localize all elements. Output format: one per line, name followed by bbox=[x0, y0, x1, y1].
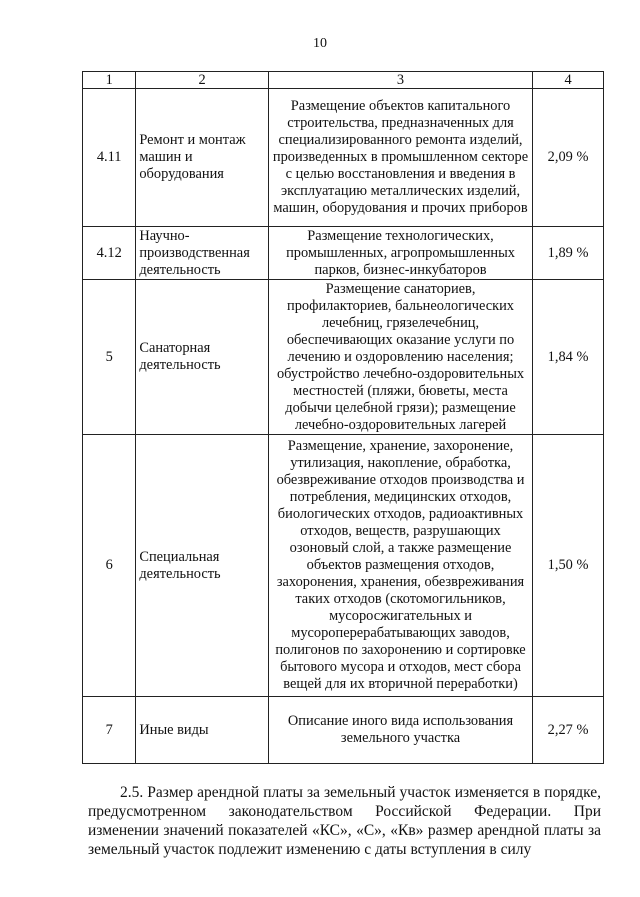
row-description: Размещение, хранение, захоронение, утилизация, накопление, обработка, обезвреживание отходов производства и потребления, медицинских отходов, биологических отходов, радиоактивных отходов, веществ, разрушающих озоновый слой, а также размещение объектов размещения отходов, захоронения, хранения, обезвреживания таких отходов (скотомогильников, мусоросжигательных и мусороперерабатывающих заводов, полигонов по захоронению и сортировке бытового мусора и отходов, мест сбора вещей для их вторичной переработки) bbox=[268, 435, 532, 697]
row-name: Научно-производственная деятельность bbox=[136, 227, 269, 280]
land-use-rate-table bbox=[82, 71, 604, 764]
table-row bbox=[83, 227, 604, 280]
row-code: 5 bbox=[83, 280, 136, 435]
row-code: 4.11 bbox=[83, 89, 136, 227]
row-name: Специальная деятельность bbox=[136, 435, 269, 697]
body-paragraph: 2.5. Размер арендной платы за земельный участок изменяется в порядке, предусмотренном законодательством Российской Федерации. При изменении значений показателей «КС», «С», «Кв» размер арендной платы за земельный участок подлежит изменению с даты вступления в силу bbox=[88, 784, 601, 858]
page-number: 10 bbox=[313, 36, 327, 51]
header-cell: 2 bbox=[136, 72, 269, 89]
row-description: Размещение санаториев, профилакториев, бальнеологических лечебниц, грязелечебниц, обеспечивающих оказание услуги по лечению и оздоровлению населения; обустройство лечебно-оздоровительных местностей (пляжи, бюветы, места добычи целебной грязи); размещение лечебно-оздоровительных лагерей bbox=[268, 280, 532, 435]
row-name: Ремонт и монтаж машин и оборудования bbox=[136, 89, 269, 227]
row-value: 1,89 % bbox=[533, 227, 604, 280]
row-code: 4.12 bbox=[83, 227, 136, 280]
row-value: 1,84 % bbox=[533, 280, 604, 435]
row-description: Размещение объектов капитального строительства, предназначенных для специализированного ремонта изделий, произведенных в промышленном секторе с целью восстановления и введения в эксплуатацию металлических изделий, машин, оборудования и прочих приборов bbox=[268, 89, 532, 227]
table-row bbox=[83, 435, 604, 697]
row-value: 1,50 % bbox=[533, 435, 604, 697]
row-code: 6 bbox=[83, 435, 136, 697]
row-name: Иные виды bbox=[136, 697, 269, 764]
header-cell: 3 bbox=[268, 72, 532, 89]
row-value: 2,27 % bbox=[533, 697, 604, 764]
header-cell: 1 bbox=[83, 72, 136, 89]
row-code: 7 bbox=[83, 697, 136, 764]
row-value: 2,09 % bbox=[533, 89, 604, 227]
table-row bbox=[83, 697, 604, 764]
header-cell: 4 bbox=[533, 72, 604, 89]
table-row bbox=[83, 89, 604, 227]
table-header-row bbox=[83, 72, 604, 89]
row-description: Размещение технологических, промышленных, агропромышленных парков, бизнес-инкубаторов bbox=[268, 227, 532, 280]
row-description: Описание иного вида использования земельного участка bbox=[268, 697, 532, 764]
table-row bbox=[83, 280, 604, 435]
row-name: Санаторная деятельность bbox=[136, 280, 269, 435]
